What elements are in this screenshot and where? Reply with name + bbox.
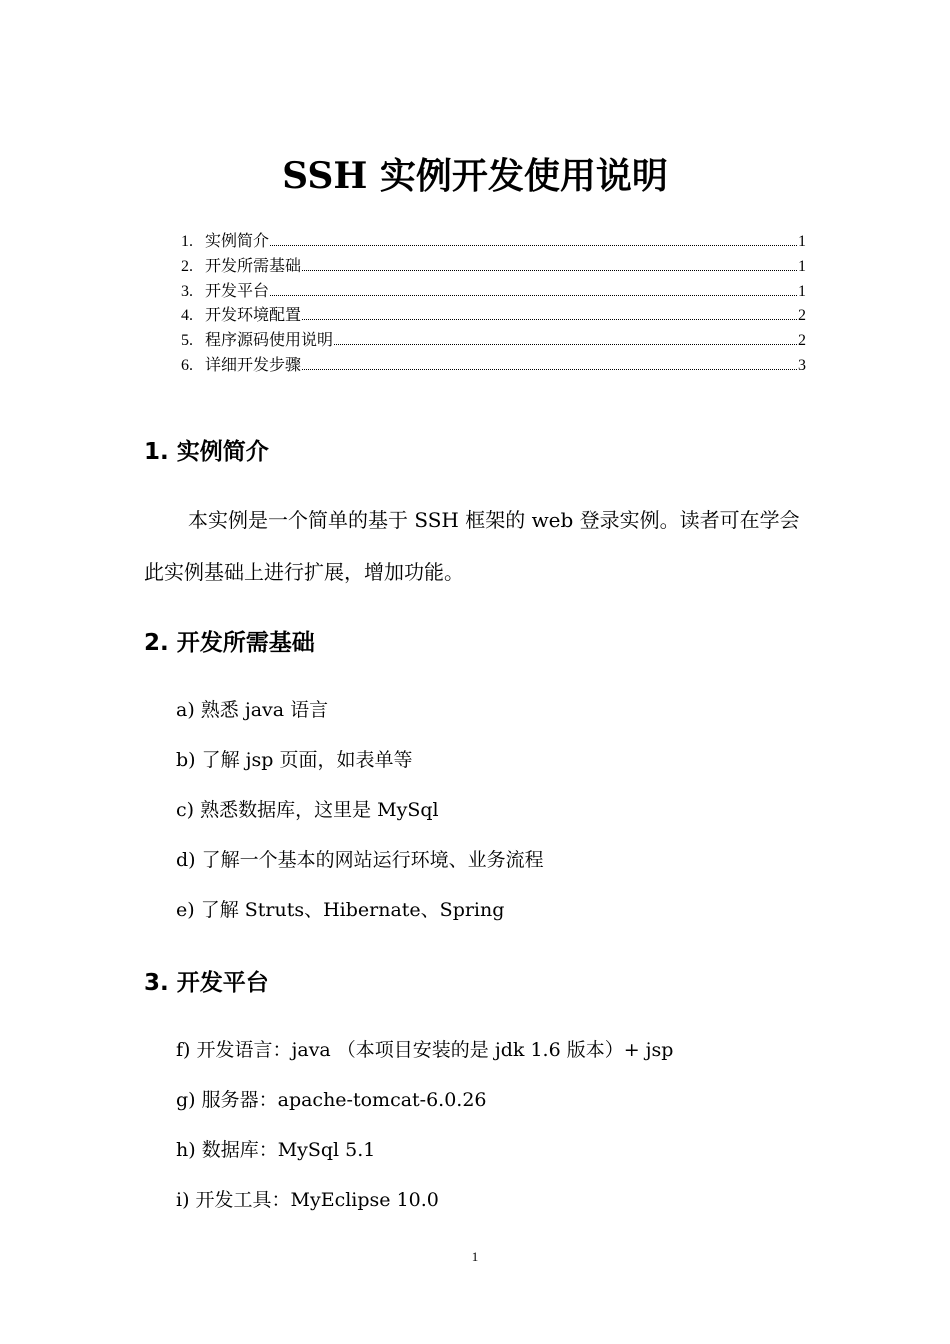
- list-item: h) 数据库：MySql 5.1: [176, 1139, 376, 1161]
- section-heading-3: 3. 开发平台: [144, 970, 269, 996]
- toc-leader: [334, 343, 797, 345]
- section-3-list: [176, 1034, 673, 1234]
- section-1-paragraph: 本实例是一个简单的基于 SSH 框架的 web 登录实例。读者可在学会此实例基础上进行扩展，增加功能。: [144, 508, 800, 584]
- toc-leader: [302, 368, 797, 370]
- toc-item[interactable]: 3. 开发平台 1: [181, 282, 806, 300]
- page-number: 1: [471, 1249, 479, 1264]
- toc-leader: [270, 244, 797, 246]
- list-item: b) 了解 jsp 页面，如表单等: [176, 749, 413, 771]
- toc-item[interactable]: 6. 详细开发步骤 3: [181, 356, 806, 374]
- table-of-contents: [181, 230, 806, 379]
- toc-leader: [270, 294, 797, 296]
- list-item: i) 开发工具：MyEclipse 10.0: [176, 1189, 439, 1211]
- list-item: e) 了解 Struts、Hibernate、Spring: [176, 899, 505, 921]
- toc-item[interactable]: 1. 实例简介 1: [181, 233, 806, 250]
- section-2-list: [176, 694, 544, 944]
- toc-leader: [302, 269, 797, 271]
- toc-item[interactable]: 5. 程序源码使用说明 2: [181, 332, 806, 350]
- toc-item[interactable]: 4. 开发环境配置 2: [181, 307, 806, 325]
- toc-item[interactable]: 2. 开发所需基础 1: [181, 257, 806, 275]
- section-heading-1: 1. 实例简介: [144, 439, 269, 465]
- list-item: g) 服务器：apache-tomcat-6.0.26: [176, 1089, 487, 1111]
- toc-leader: [302, 318, 797, 320]
- list-item: d) 了解一个基本的网站运行环境、业务流程: [176, 849, 544, 871]
- document-title: SSH 实例开发使用说明: [282, 155, 668, 197]
- list-item: a) 熟悉 java 语言: [176, 699, 329, 721]
- list-item: f) 开发语言：java （本项目安装的是 jdk 1.6 版本）+ jsp: [176, 1039, 674, 1061]
- section-heading-2: 2. 开发所需基础: [144, 630, 315, 656]
- list-item: c) 熟悉数据库，这里是 MySql: [176, 799, 439, 821]
